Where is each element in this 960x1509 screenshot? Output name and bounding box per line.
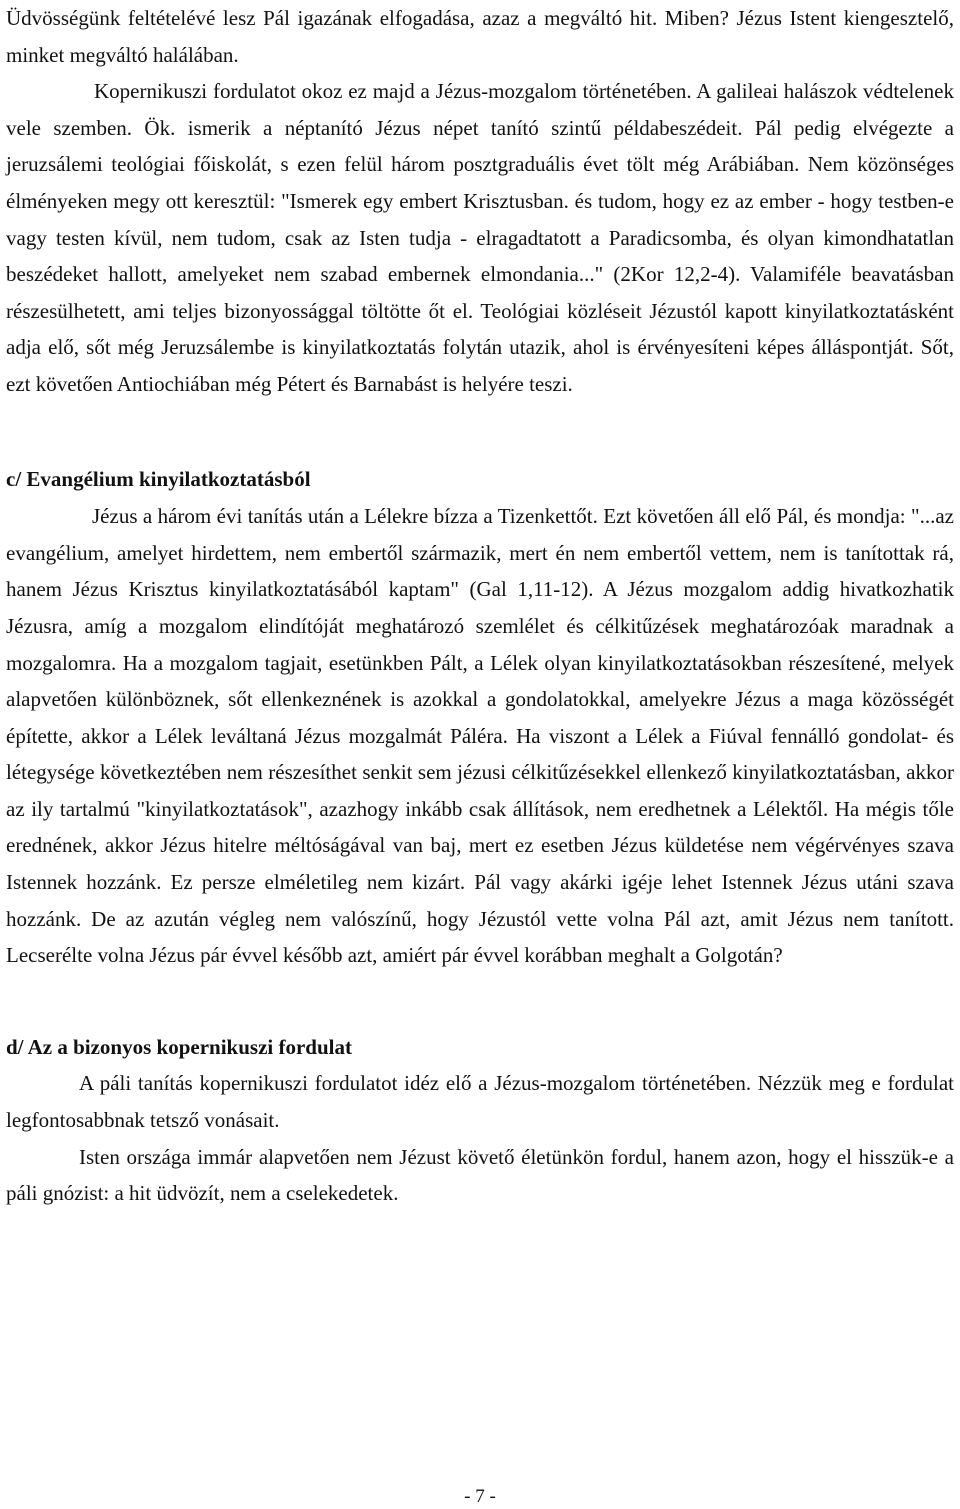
page-number: - 7 - [464, 1486, 496, 1507]
document-page [6, 0, 954, 1212]
paragraph-intro: Üdvösségünk feltételévé lesz Pál igazának elfogadása, azaz a megváltó hit. Miben? Jézus Istent kiengesztelő, minket megváltó halálában. [6, 6, 954, 67]
paragraph-section-d-2: Isten országa immár alapvetően nem Jézust követő életünkön fordul, hanem azon, hogy el hisszük-e a páli gnózist: a hit üdvözít, nem a cselekedetek. [6, 1144, 954, 1206]
section-heading-d: d/ Az a bizonyos kopernikuszi fordulat [6, 1034, 352, 1059]
paragraph-copernican: Kopernikuszi fordulatot okoz ez majd a Jézus-mozgalom történetében. A galileai halászok védtelenek vele szemben. Ök. ismerik a néptanító Jézus népet tanító szintű példabeszédeit. Pál pedig elvégezte a jeruzsálemi teológiai főiskolát, s ezen felül három posztgraduális évet tölt még Arábiában. Nem közönséges élményeken megy ott keresztül: "Ismerek egy embert Krisztusban. és tudom, hogy ez az ember - hogy testben-e vagy testen kívül, nem tudom, csak az Isten tudja - elragadtatott a Paradicsomba, és olyan kimondhatatlan beszédeket hallott, amelyeket nem szabad embernek elmondania..." (2Kor 12,2-4). Valamiféle beavatásban részesülhetett, ami teljes bizonyossággal töltötte őt el. Teológiai közléseit Jézustól kapott kinyilatkoztatásként adja elő, sőt még Jeruzsálembe is kinyilatkoztatás folytán utazik, ahol is érvényesíteni képes álláspontját. Sőt, ezt követően Antiochiában még Pétert és Barnabást is helyére teszi. [6, 79, 954, 396]
section-heading-c: c/ Evangélium kinyilatkoztatásból [6, 466, 311, 491]
paragraph-section-d-1: A páli tanítás kopernikuszi fordulatot idéz elő a Jézus-mozgalom történetében. Nézzük meg e fordulat legfontosabbnak tetsző vonásait. [6, 1071, 954, 1133]
paragraph-section-c: Jézus a három évi tanítás után a Lélekre bízza a Tizenkettőt. Ezt követően áll elő Pál, és mondja: "...az evangélium, amelyet hirdettem, nem embertől származik, mert én nem embertől vettem, nem is tanítottak rá, hanem Jézus Krisztus kinyilatkoztatásából kaptam" (Gal 1,11-12). A Jézus mozgalom addig hivatkozhatik Jézusra, amíg a mozgalom elindítóját meghatározó szemlélet és célkitűzések meghatározóak maradnak a mozgalomra. Ha a mozgalom tagjait, esetünkben Pált, a Lélek olyan kinyilatkoztatásokban részesítené, melyek alapvetően különböznek, sőt ellenkeznének is azokkal a gondolatokkal, amelyekre Jézus a maga közösségét építette, akkor a Lélek leváltaná Jézus mozgalmát Páléra. Ha viszont a Lélek a Fiúval fennálló gondolat- és létegysége következtében nem részesíthet senkit sem jézusi célkitűzésekkel ellenkező kinyilatkoztatásban, akkor az ily tartalmú "kinyilatkoztatások", azazhogy inkább csak állítások, nem eredhetnek a Lélektől. Ha mégis tőle erednének, akkor Jézus hitelre méltóságával van baj, mert ez esetben Jézus küldetése nem végérvényes szava Istennek hozzánk. Ez persze elméletileg nem kizárt. Pál vagy akárki igéje lehet Istennek Jézus utáni szava hozzánk. De az azután végleg nem valószínű, hogy Jézustól vette volna Pál azt, amit Jézus nem tanított. Lecserélte volna Jézus pár évvel később azt, amiért pár évvel korábban meghalt a Golgotán? [6, 504, 954, 968]
